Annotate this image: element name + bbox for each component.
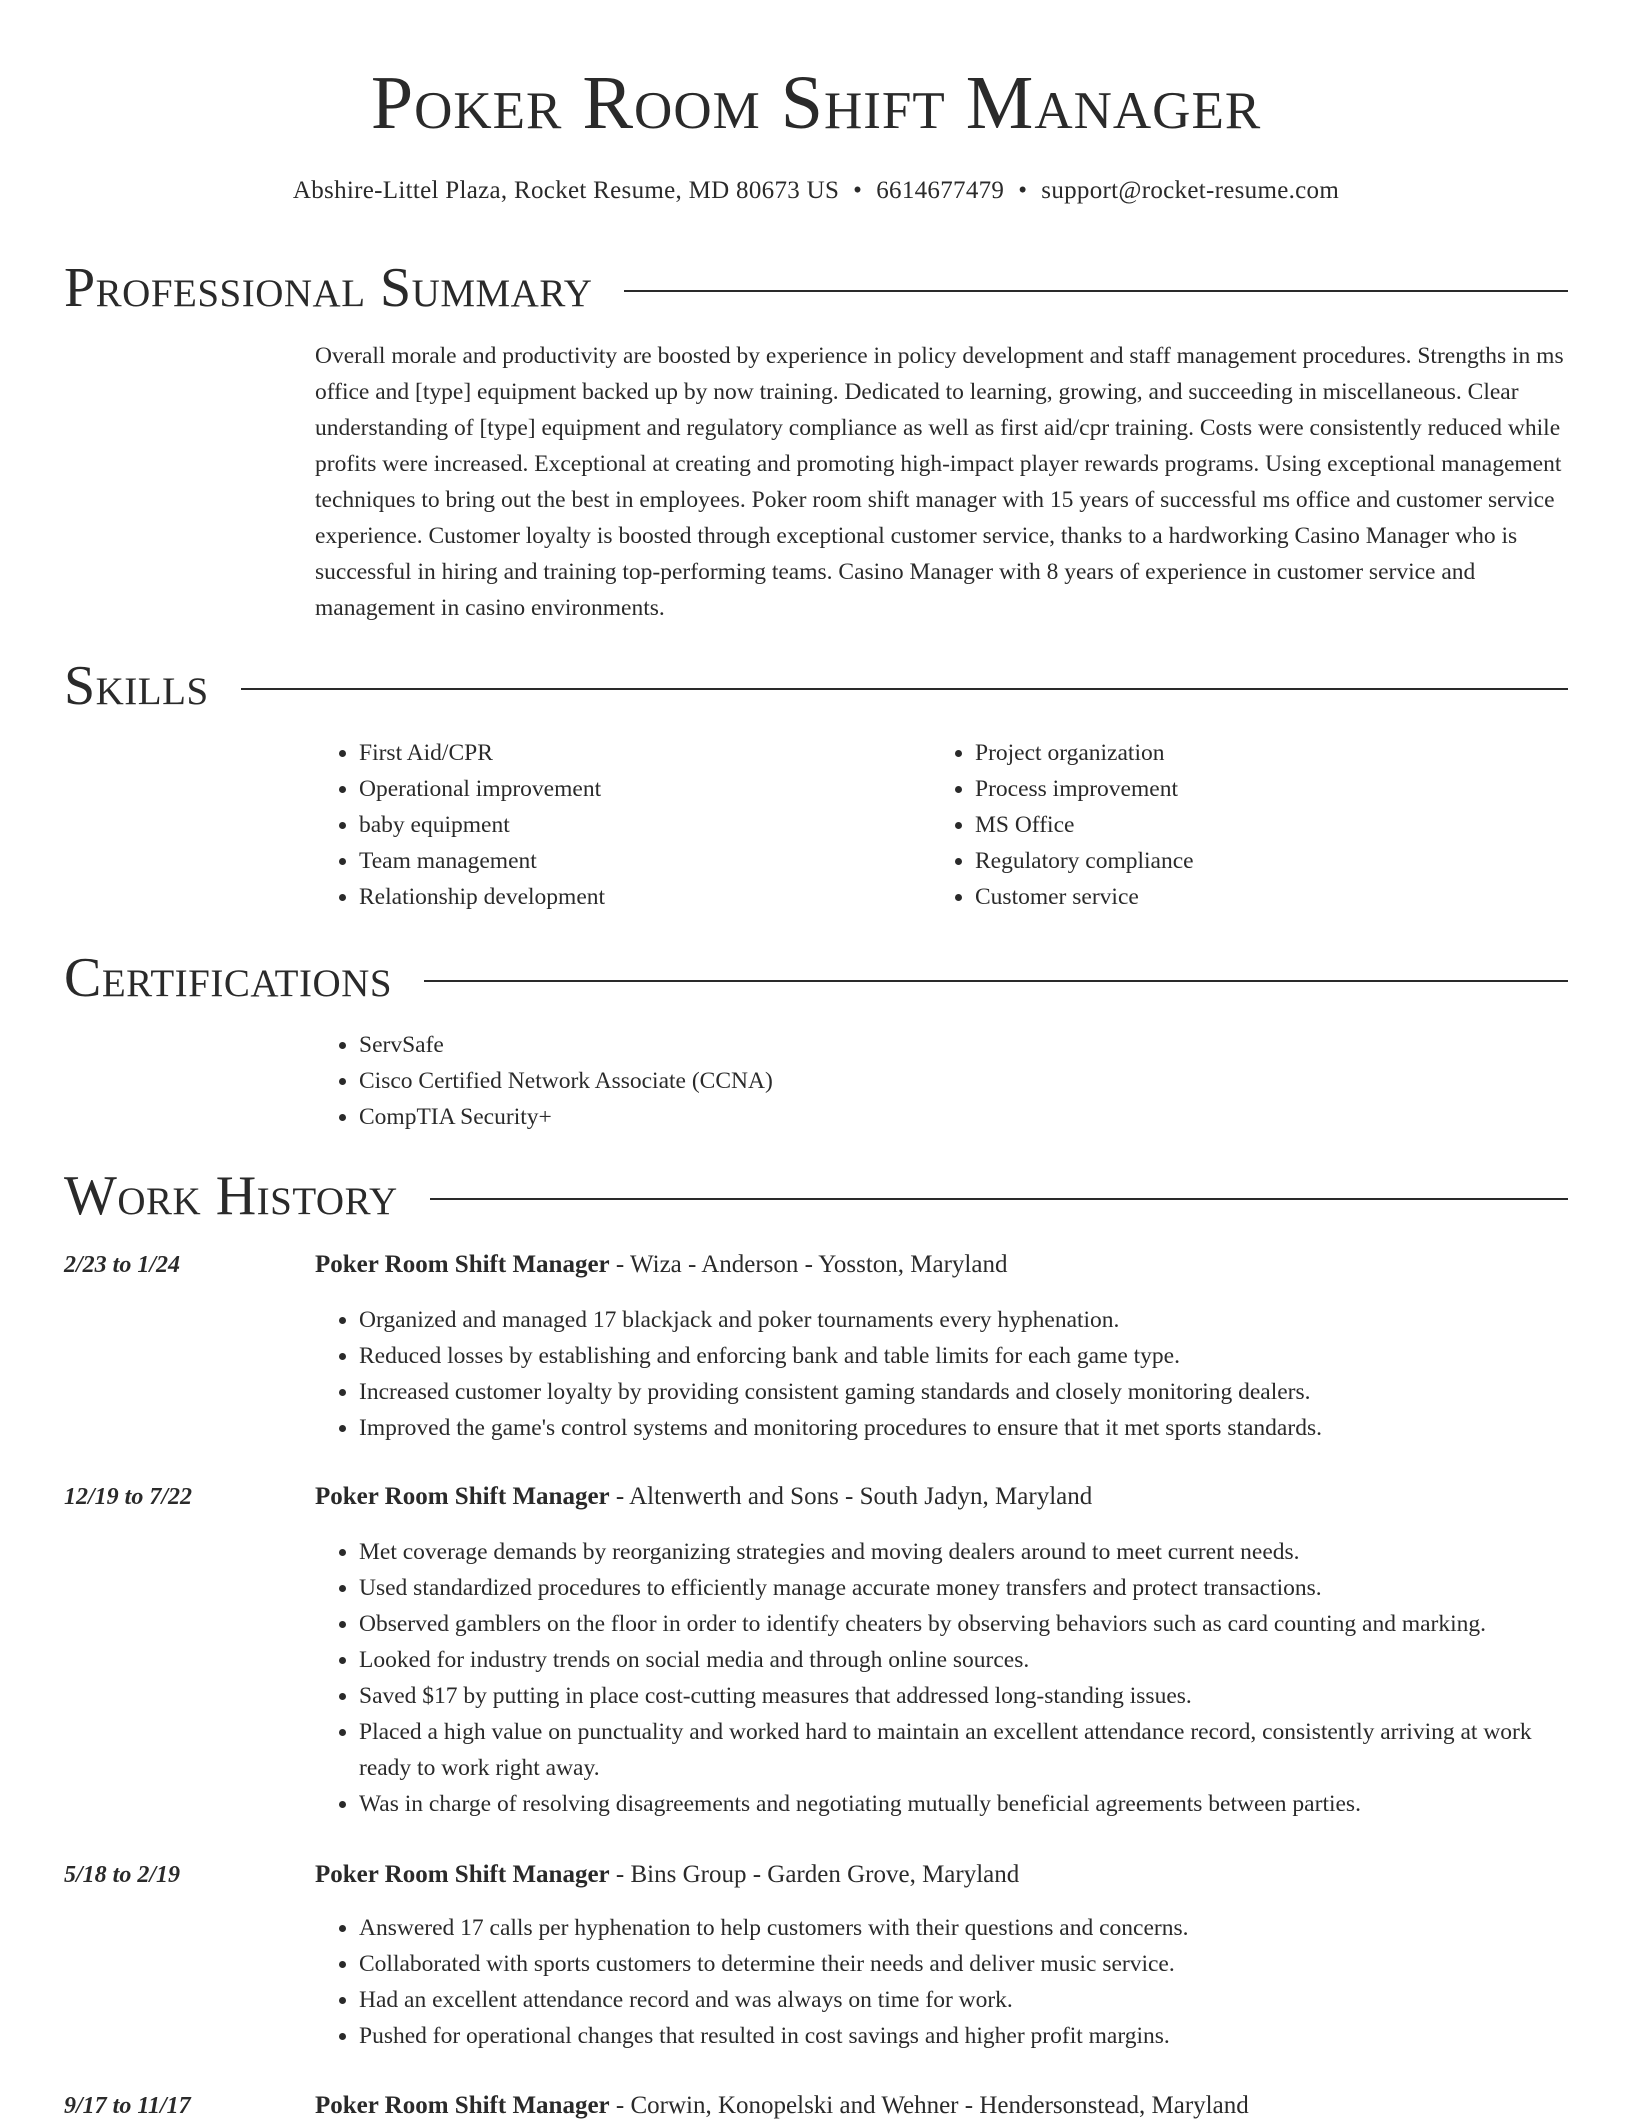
job-heading bbox=[315, 1857, 1575, 1893]
job-title: Poker Room Shift Manager bbox=[315, 1251, 610, 1278]
skills-section-heading bbox=[64, 654, 1568, 718]
summary-section-heading bbox=[64, 256, 1568, 320]
job-duties bbox=[315, 1534, 1575, 1822]
certifications-section-heading bbox=[64, 946, 1568, 1010]
job-duty: • Observed gamblers on the floor in order to identify cheaters by observing behaviors such as card counting and marking. bbox=[359, 1606, 1575, 1642]
skill-item: • Project organization bbox=[975, 735, 1531, 771]
job-duty: • Looked for industry trends on social media and through online sources. bbox=[359, 1642, 1575, 1678]
job-dates: 12/19 to 7/22 bbox=[64, 1484, 193, 1510]
job-duty: • Increased customer loyalty by providing consistent gaming standards and closely monitoring dealers. bbox=[359, 1374, 1575, 1410]
job-title: Poker Room Shift Manager bbox=[315, 1483, 610, 1510]
contact-email: support@rocket-resume.com bbox=[1041, 177, 1340, 204]
job-duty: • Met coverage demands by reorganizing strategies and moving dealers around to meet current needs. bbox=[359, 1534, 1575, 1570]
contact-separator: • bbox=[853, 177, 863, 204]
job-title: Poker Room Shift Manager bbox=[315, 2092, 610, 2119]
job-duties bbox=[315, 1910, 1575, 2054]
skill-item: • Regulatory compliance bbox=[975, 843, 1531, 879]
job-duty: • Used standardized procedures to efficiently manage accurate money transfers and protect transactions. bbox=[359, 1570, 1575, 1606]
skills-list-right bbox=[931, 735, 1531, 915]
contact-separator: • bbox=[1018, 177, 1028, 204]
job-duty: • Answered 17 calls per hyphenation to help customers with their questions and concerns. bbox=[359, 1910, 1575, 1946]
job-duty: • Was in charge of resolving disagreements and negotiating mutually beneficial agreements between parties. bbox=[359, 1786, 1575, 1822]
section-divider bbox=[424, 980, 1568, 982]
job-dates: 2/23 to 1/24 bbox=[64, 1252, 181, 1278]
job-duty: • Reduced losses by establishing and enforcing bank and table limits for each game type. bbox=[359, 1338, 1575, 1374]
contact-line bbox=[0, 174, 1632, 208]
skill-item: • Process improvement bbox=[975, 771, 1531, 807]
certification-item: • CompTIA Security+ bbox=[359, 1099, 1515, 1135]
job-title: Poker Room Shift Manager bbox=[315, 1861, 610, 1888]
skill-item: • Customer service bbox=[975, 879, 1531, 915]
section-divider bbox=[241, 688, 1568, 690]
job-duty: • Improved the game's control systems and monitoring procedures to ensure that it met sports standards. bbox=[359, 1410, 1575, 1446]
resume-title: Poker Room Shift Manager bbox=[370, 61, 1262, 145]
job-duties-list bbox=[315, 1534, 1575, 1822]
summary-text: Overall morale and productivity are boosted by experience in policy development and staff management procedures. Strengths in ms office and [type] equipment backed up by now training. Dedicated to learning, growing, and succeeding in miscellaneous. Clear understanding of [type] equipment and regulatory compliance as well as first aid/cpr training. Costs were consistently reduced while profits were increased. Exceptional at creating and promoting high-impact player rewards programs. Using exceptional management techniques to bring out the best in employees. Poker room shift manager with 15 years of successful ms office and customer service experience. Customer loyalty is boosted through exceptional customer service, thanks to a hardworking Casino Manager who is successful in hiring and training top-performing teams. Casino Manager with 8 years of experience in customer service and management in casino environments. bbox=[315, 343, 1564, 621]
skill-item: • Team management bbox=[359, 843, 915, 879]
job-dates: 9/17 to 11/17 bbox=[64, 2093, 191, 2119]
job-duty: • Had an excellent attendance record and was always on time for work. bbox=[359, 1982, 1575, 2018]
skills-heading: Skills bbox=[64, 655, 209, 717]
skills-column-left bbox=[315, 735, 915, 915]
certifications-list bbox=[315, 1027, 1515, 1135]
job-duties bbox=[315, 1302, 1575, 1446]
job-duty: • Collaborated with sports customers to determine their needs and deliver music service. bbox=[359, 1946, 1575, 1982]
job-duty: • Organized and managed 17 blackjack and poker tournaments every hyphenation. bbox=[359, 1302, 1575, 1338]
certifications-heading: Certifications bbox=[64, 947, 393, 1009]
skill-item: • baby equipment bbox=[359, 807, 915, 843]
skills-column-right bbox=[931, 735, 1531, 915]
job-dates: 5/18 to 2/19 bbox=[64, 1862, 181, 1888]
skill-item: • Operational improvement bbox=[359, 771, 915, 807]
job-employer-location: - Corwin, Konopelski and Wehner - Hendersonstead, Maryland bbox=[609, 2092, 1249, 2119]
job-duties-list bbox=[315, 1302, 1575, 1446]
work-history-section-heading bbox=[64, 1164, 1568, 1228]
skill-item: • First Aid/CPR bbox=[359, 735, 915, 771]
contact-phone: 6614677479 bbox=[876, 177, 1005, 204]
section-divider bbox=[624, 290, 1568, 292]
skill-item: • Relationship development bbox=[359, 879, 915, 915]
certification-item: • Cisco Certified Network Associate (CCNA) bbox=[359, 1063, 1515, 1099]
job-employer-location: - Altenwerth and Sons - South Jadyn, Maryland bbox=[609, 1483, 1093, 1510]
contact-address: Abshire-Littel Plaza, Rocket Resume, MD 80673 US bbox=[292, 177, 840, 204]
skill-item: • MS Office bbox=[975, 807, 1531, 843]
summary-heading: Professional Summary bbox=[64, 257, 593, 319]
job-duty: • Saved $17 by putting in place cost-cutting measures that addressed long-standing issues. bbox=[359, 1678, 1575, 1714]
skills-list-left bbox=[315, 735, 915, 915]
job-employer-location: - Wiza - Anderson - Yosston, Maryland bbox=[609, 1251, 1008, 1278]
job-duties-list bbox=[315, 1910, 1575, 2054]
work-history-heading: Work History bbox=[64, 1165, 398, 1227]
job-duty: • Placed a high value on punctuality and worked hard to maintain an excellent attendance record, consistently arriving at work ready to work right away. bbox=[359, 1714, 1575, 1786]
job-heading bbox=[315, 2088, 1575, 2124]
certification-item: • ServSafe bbox=[359, 1027, 1515, 1063]
job-heading bbox=[315, 1247, 1575, 1283]
certifications-block bbox=[315, 1027, 1515, 1135]
job-heading bbox=[315, 1479, 1575, 1515]
job-duty: • Pushed for operational changes that resulted in cost savings and higher profit margins. bbox=[359, 2018, 1575, 2054]
job-employer-location: - Bins Group - Garden Grove, Maryland bbox=[609, 1861, 1020, 1888]
section-divider bbox=[430, 1198, 1568, 1200]
